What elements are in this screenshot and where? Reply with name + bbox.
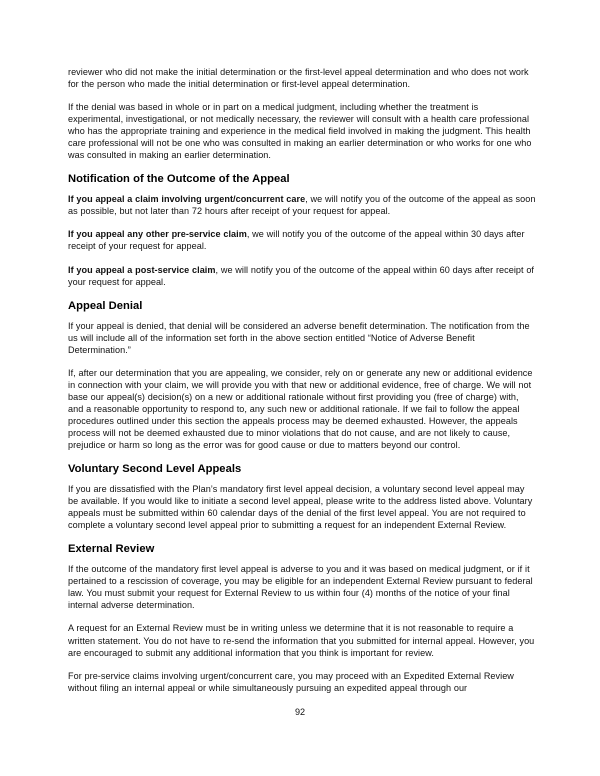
heading-external-review: External Review bbox=[68, 543, 155, 556]
heading-appeal-denial: Appeal Denial bbox=[68, 299, 143, 312]
paragraph-urgent-concurrent-care-appeal bbox=[68, 193, 536, 217]
page-number: 92 bbox=[294, 707, 306, 717]
paragraph-external-review-eligibility: If the outcome of the mandatory first level appeal is adverse to you and it was based on medical judgment, or if it pertained to a rescission of coverage, you may be eligible for an independent External Review pursuant to federal law. You must submit your request for External Review to us within four (4) months of the notice of your final internal adverse determination. bbox=[68, 564, 533, 611]
paragraph-voluntary-second-level-appeals-body: If you are dissatisfied with the Plan’s mandatory first level appeal decision, a voluntary second level appeal may be available. If you would like to initiate a second level appeal, please write to the address listed above. Voluntary appeals must be submitted within 60 calendar days of the denial of the first level appeal. You are not required to complete a voluntary second level appeal prior to submitting a request for an independent External Review. bbox=[68, 484, 533, 531]
lead-in-urgent-concurrent-care: If you appeal a claim involving urgent/concurrent care bbox=[68, 194, 306, 205]
paragraph-expedited-external-review: For pre-service claims involving urgent/concurrent care, you may proceed with an Expedited External Review without filing an internal appeal or while simultaneously pursuing an expedited appeal through our bbox=[68, 670, 514, 693]
paragraph-text-post-service-claim: , we will notify you of the outcome of the appeal within 60 days after receipt of your request for appeal. bbox=[68, 264, 534, 287]
lead-in-other-pre-service-claim: If you appeal any other pre-service claim bbox=[68, 229, 247, 240]
document-body bbox=[68, 66, 536, 694]
paragraph-text-urgent-concurrent-care: , we will notify you of the outcome of the appeal as soon as possible, but not later than 72 hours after receipt of your request for appeal. bbox=[68, 194, 536, 217]
paragraph-medical-judgment-consult: If the denial was based in whole or in part on a medical judgment, including whether the treatment is experimental, investigational, or not medically necessary, the reviewer will consult with a health care professional who has the appropriate training and experience in the medical field involved in making the judgment. This health care professional will not be one who was consulted in making an earlier determination or who works for one who was consulted in making an earlier determination. bbox=[68, 102, 532, 161]
heading-voluntary-second-level-appeals: Voluntary Second Level Appeals bbox=[68, 463, 242, 476]
paragraph-reviewer-independence: reviewer who did not make the initial determination or the first-level appeal determination and who does not work for the person who made the initial determination or first-level appeal determination. bbox=[68, 67, 529, 90]
paragraph-text-other-pre-service-claim: , we will notify you of the outcome of the appeal within 30 days after receipt of your request for appeal. bbox=[68, 229, 525, 252]
paragraph-post-service-claim-appeal bbox=[68, 264, 536, 288]
lead-in-post-service-claim: If you appeal a post-service claim bbox=[68, 264, 216, 275]
paragraph-new-additional-evidence: If, after our determination that you are appealing, we consider, rely on or generate any new or additional evidence in connection with your claim, we will provide you with that new or additional evidence, free of charge. We will not base our appeal(s) decision(s) on a new or additional rationale without first providing you (free of charge) with, and a reasonable opportunity to respond to, any such new or additional rationale. If we fail to follow the appeal procedures outlined under this section the appeals process may be deemed exhausted. However, the appeals process will not be deemed exhausted due to minor violations that do not cause, and are not likely to cause, prejudice or harm so long as the error was for good cause or due to matters beyond our control. bbox=[68, 367, 533, 451]
paragraph-other-pre-service-claim-appeal bbox=[68, 228, 536, 252]
heading-notification-of-the-outcome-of-the-appeal: Notification of the Outcome of the Appeal bbox=[68, 173, 290, 186]
paragraph-external-review-request-writing: A request for an External Review must be in writing unless we determine that it is not reasonable to require a written statement. You do not have to re-send the information that you submitted for internal appeal. However, you are encouraged to submit any additional information that you think is important for review. bbox=[68, 623, 535, 658]
paragraph-appeal-denial-notification: If your appeal is denied, that denial will be considered an adverse benefit determination. The notification from the us will include all of the information set forth in the above section entitled “Notice of Adverse Benefit Determination.” bbox=[68, 320, 530, 355]
